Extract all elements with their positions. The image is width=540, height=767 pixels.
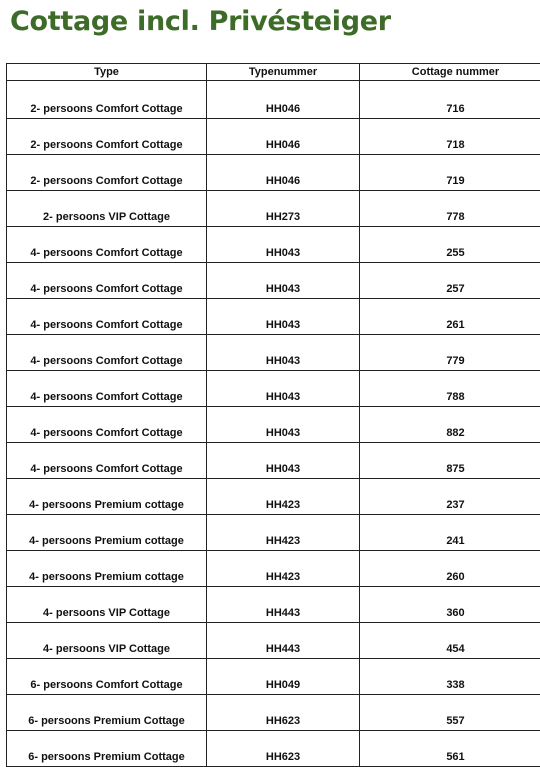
cell-cottage-nummer: 561 — [360, 731, 540, 767]
cell-cottage-nummer: 778 — [360, 191, 540, 227]
cell-type: 4- persoons Comfort Cottage — [7, 443, 207, 479]
cell-type: 6- persoons Comfort Cottage — [7, 659, 207, 695]
cell-typenummer: HH043 — [207, 299, 360, 335]
column-header-typenummer: Typenummer — [207, 64, 360, 81]
cell-typenummer: HH423 — [207, 551, 360, 587]
cell-type: 2- persoons VIP Cottage — [7, 191, 207, 227]
cell-cottage-nummer: 260 — [360, 551, 540, 587]
cell-cottage-nummer: 241 — [360, 515, 540, 551]
cell-typenummer: HH043 — [207, 371, 360, 407]
cell-cottage-nummer: 788 — [360, 371, 540, 407]
table-header-row — [7, 64, 540, 81]
cell-cottage-nummer: 718 — [360, 119, 540, 155]
page-title: Cottage incl. Privésteiger — [10, 6, 391, 37]
table-row — [7, 81, 540, 119]
cell-type: 4- persoons Comfort Cottage — [7, 407, 207, 443]
cell-type: 4- persoons Premium cottage — [7, 515, 207, 551]
cell-cottage-nummer: 338 — [360, 659, 540, 695]
cell-cottage-nummer: 716 — [360, 81, 540, 119]
table-row — [7, 299, 540, 335]
cell-typenummer: HH443 — [207, 623, 360, 659]
cell-cottage-nummer: 882 — [360, 407, 540, 443]
cell-typenummer: HH423 — [207, 479, 360, 515]
table-row — [7, 191, 540, 227]
cell-typenummer: HH443 — [207, 587, 360, 623]
cell-typenummer: HH046 — [207, 155, 360, 191]
cell-cottage-nummer: 237 — [360, 479, 540, 515]
table-row — [7, 623, 540, 659]
table-row — [7, 155, 540, 191]
cell-type: 4- persoons Comfort Cottage — [7, 299, 207, 335]
cell-typenummer: HH043 — [207, 407, 360, 443]
column-header-cottage-nummer: Cottage nummer — [360, 64, 540, 81]
cell-cottage-nummer: 779 — [360, 335, 540, 371]
table-row — [7, 731, 540, 767]
table-row — [7, 443, 540, 479]
cell-type: 4- persoons Comfort Cottage — [7, 335, 207, 371]
cell-typenummer: HH043 — [207, 227, 360, 263]
cell-cottage-nummer: 255 — [360, 227, 540, 263]
table-row — [7, 371, 540, 407]
cell-type: 2- persoons Comfort Cottage — [7, 119, 207, 155]
cell-cottage-nummer: 557 — [360, 695, 540, 731]
table-row — [7, 479, 540, 515]
cell-type: 2- persoons Comfort Cottage — [7, 155, 207, 191]
cell-type: 4- persoons Comfort Cottage — [7, 371, 207, 407]
cell-typenummer: HH043 — [207, 263, 360, 299]
cell-type: 6- persoons Premium Cottage — [7, 695, 207, 731]
table-row — [7, 695, 540, 731]
table-row — [7, 515, 540, 551]
cell-typenummer: HH046 — [207, 119, 360, 155]
cottage-table — [6, 63, 540, 767]
table-body — [7, 81, 540, 767]
cell-type: 4- persoons Premium cottage — [7, 551, 207, 587]
cell-typenummer: HH049 — [207, 659, 360, 695]
cell-cottage-nummer: 875 — [360, 443, 540, 479]
table-row — [7, 227, 540, 263]
cell-type: 4- persoons VIP Cottage — [7, 587, 207, 623]
cell-typenummer: HH043 — [207, 443, 360, 479]
cell-typenummer: HH273 — [207, 191, 360, 227]
cell-type: 4- persoons Comfort Cottage — [7, 263, 207, 299]
cell-type: 4- persoons Comfort Cottage — [7, 227, 207, 263]
cell-typenummer: HH423 — [207, 515, 360, 551]
cell-typenummer: HH046 — [207, 81, 360, 119]
table-row — [7, 263, 540, 299]
cell-typenummer: HH623 — [207, 695, 360, 731]
cell-cottage-nummer: 719 — [360, 155, 540, 191]
cell-type: 4- persoons VIP Cottage — [7, 623, 207, 659]
table-row — [7, 551, 540, 587]
cell-typenummer: HH043 — [207, 335, 360, 371]
cell-type: 6- persoons Premium Cottage — [7, 731, 207, 767]
table-row — [7, 407, 540, 443]
cell-cottage-nummer: 360 — [360, 587, 540, 623]
table-row — [7, 587, 540, 623]
cell-cottage-nummer: 257 — [360, 263, 540, 299]
cell-cottage-nummer: 454 — [360, 623, 540, 659]
table-row — [7, 335, 540, 371]
cell-type: 4- persoons Premium cottage — [7, 479, 207, 515]
cell-typenummer: HH623 — [207, 731, 360, 767]
column-header-type: Type — [7, 64, 207, 81]
table-row — [7, 659, 540, 695]
table-row — [7, 119, 540, 155]
cell-type: 2- persoons Comfort Cottage — [7, 81, 207, 119]
cell-cottage-nummer: 261 — [360, 299, 540, 335]
